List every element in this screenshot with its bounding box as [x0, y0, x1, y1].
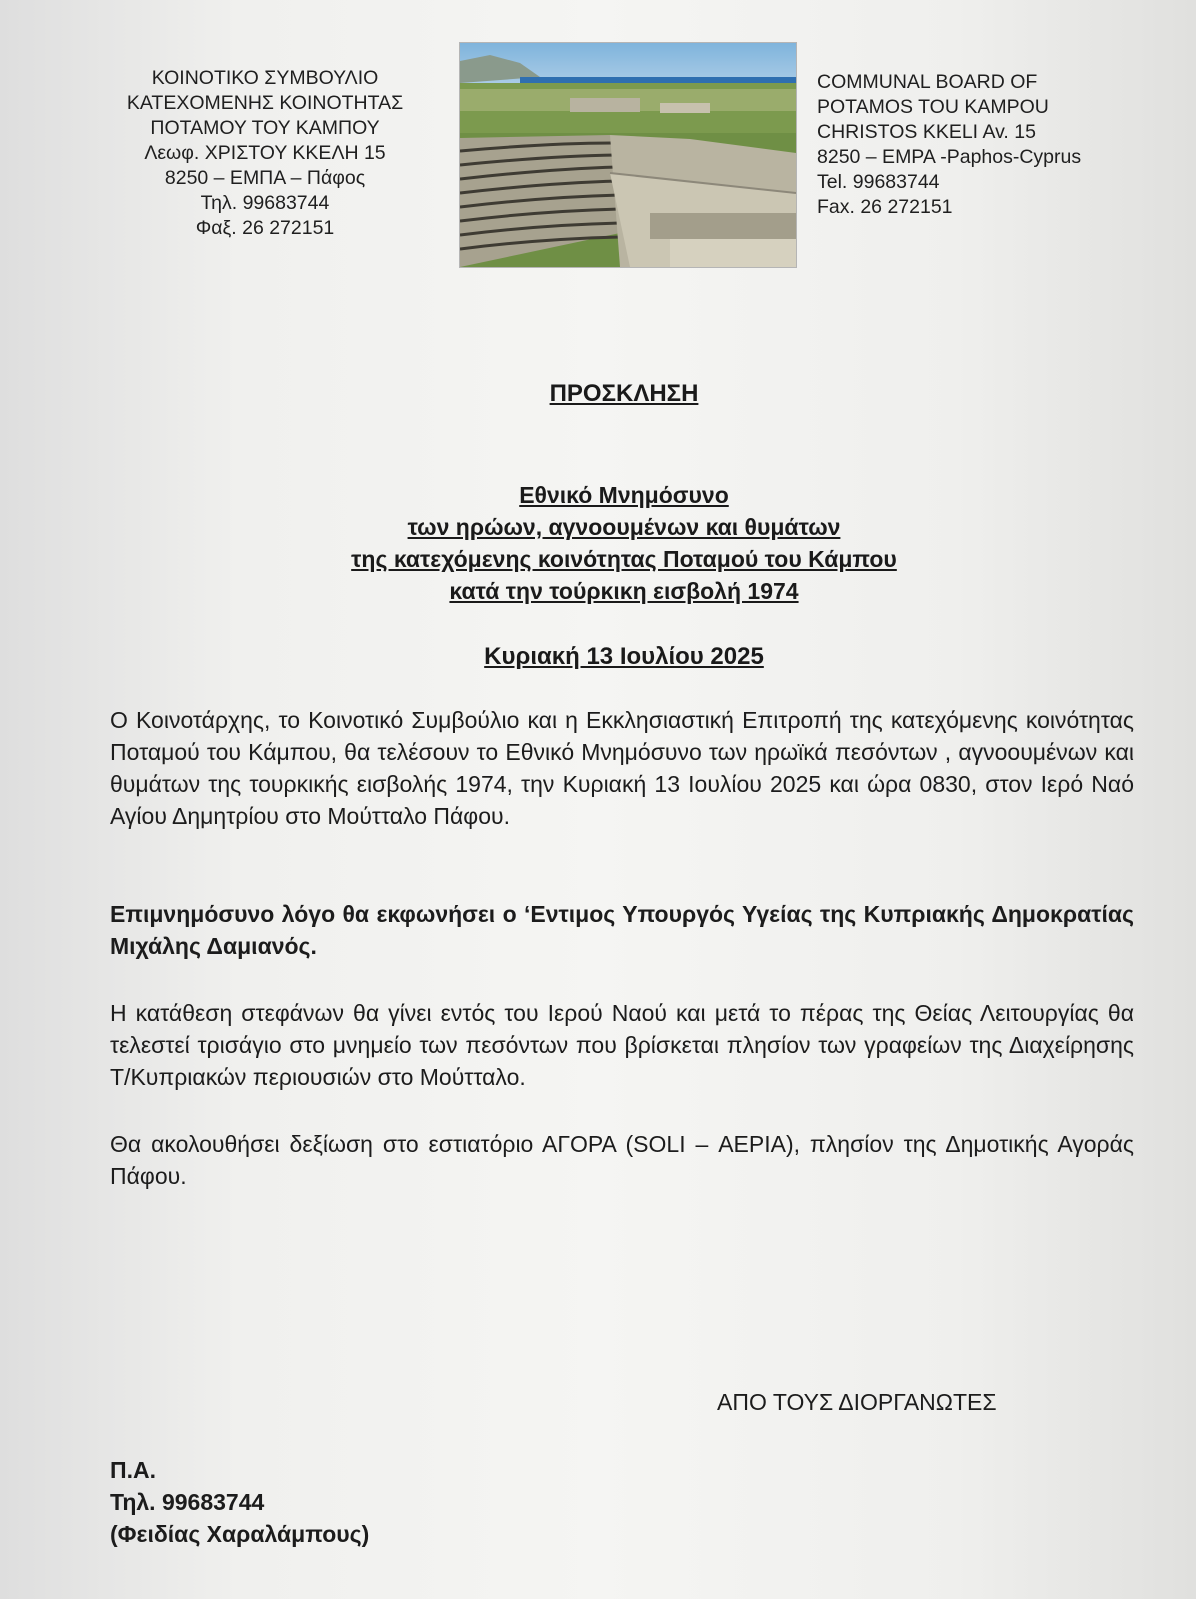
- english-letterhead: [817, 70, 1157, 220]
- letterhead-line: POTAMOS TOU KAMPOU: [817, 96, 1049, 118]
- speaker-paragraph: Επιμνημόσυνο λόγο θα εκφωνήσει ο ‘Εντιμος Υπουργός Υγείας της Κυπριακής Δημοκρατίας Μιχάλης Δαμιανός.: [110, 901, 1134, 959]
- letterhead-line: ΠΟΤΑΜΟΥ ΤΟΥ ΚΑΜΠΟΥ: [150, 117, 380, 139]
- letterhead-phone: Τηλ. 99683744: [200, 192, 330, 214]
- contact-label: Π.Α.: [110, 1457, 156, 1483]
- ancient-theatre-photo: [459, 42, 797, 268]
- event-heading-line: της κατεχόμενης κοινότητας Ποταμού του Κάμπου: [351, 546, 897, 572]
- letterhead-fax: Φαξ. 26 272151: [195, 217, 335, 239]
- letterhead-address: Λεωφ. ΧΡΙΣΤΟΥ ΚΚΕΛΗ 15: [144, 142, 386, 164]
- letterhead-postcode: 8250 – ΕΜΠΑ – Πάφος: [164, 167, 366, 189]
- organizers-signoff: ΑΠΟ ΤΟΥΣ ΔΙΟΡΓΑΝΩΤΕΣ: [717, 1389, 997, 1415]
- letterhead-line: ΚΟΙΝΟΤΙΚΟ ΣΥΜΒΟΥΛΙΟ: [151, 67, 379, 89]
- letterhead-fax: Fax. 26 272151: [817, 196, 953, 218]
- greek-letterhead: [100, 66, 430, 241]
- contact-block: [110, 1454, 369, 1550]
- event-date: Κυριακή 13 Ιουλίου 2025: [484, 643, 764, 670]
- letterhead-line: ΚΑΤΕΧΟΜΕΝΗΣ ΚΟΙΝΟΤΗΤΑΣ: [126, 92, 404, 114]
- contact-phone: Τηλ. 99683744: [110, 1489, 265, 1515]
- contact-person: (Φειδίας Χαραλάμπους): [110, 1521, 370, 1547]
- letterhead-address: CHRISTOS KKELI Av. 15: [817, 121, 1036, 143]
- letterhead-phone: Tel. 99683744: [817, 171, 940, 193]
- document-title: ΠΡΟΣΚΛΗΣΗ: [549, 380, 699, 407]
- body-paragraph: Η κατάθεση στεφάνων θα γίνει εντός του Ιερού Ναού και μετά το πέρας της Θείας Λειτουργίας θα τελεστεί τρισάγιο στο μνημείο των πεσόντων που βρίσκεται πλησίον των γραφείων της Διαχείρησης Τ/Κυπριακών περιουσιών στο Μούτταλο.: [110, 1000, 1134, 1090]
- body-paragraph: Ο Κοινοτάρχης, το Κοινοτικό Συμβούλιο και η Εκκλησιαστική Επιτροπή της κατεχόμενης κοινότητας Ποταμού του Κάμπου, θα τελέσουν το Εθνικό Μνημόσυνο των ηρωϊκά πεσόντων , αγνοουμένων και θυμάτων της τουρκικής εισβολής 1974, την Κυριακή 13 Ιουλίου 2025 και ώρα 0830, στον Ιερό Ναό Αγίου Δημητρίου στο Μούτταλο Πάφου.: [110, 707, 1134, 829]
- event-heading-line: Εθνικό Μνημόσυνο: [519, 482, 729, 508]
- letterhead-postcode: 8250 – EMPA -Paphos-Cyprus: [817, 146, 1082, 168]
- event-heading-line: κατά την τούρκικη εισβολή 1974: [449, 578, 799, 604]
- letterhead-line: COMMUNAL BOARD OF: [817, 71, 1038, 93]
- event-heading: [0, 479, 1196, 607]
- event-heading-line: των ηρώων, αγνοουμένων και θυμάτων: [407, 514, 841, 540]
- reception-paragraph: Θα ακολουθήσει δεξίωση στο εστιατόριο ΑΓΟΡΑ (SOLI – ΑΕΡΙΑ), πλησίον της Δημοτικής Αγοράς Πάφου.: [110, 1131, 1134, 1189]
